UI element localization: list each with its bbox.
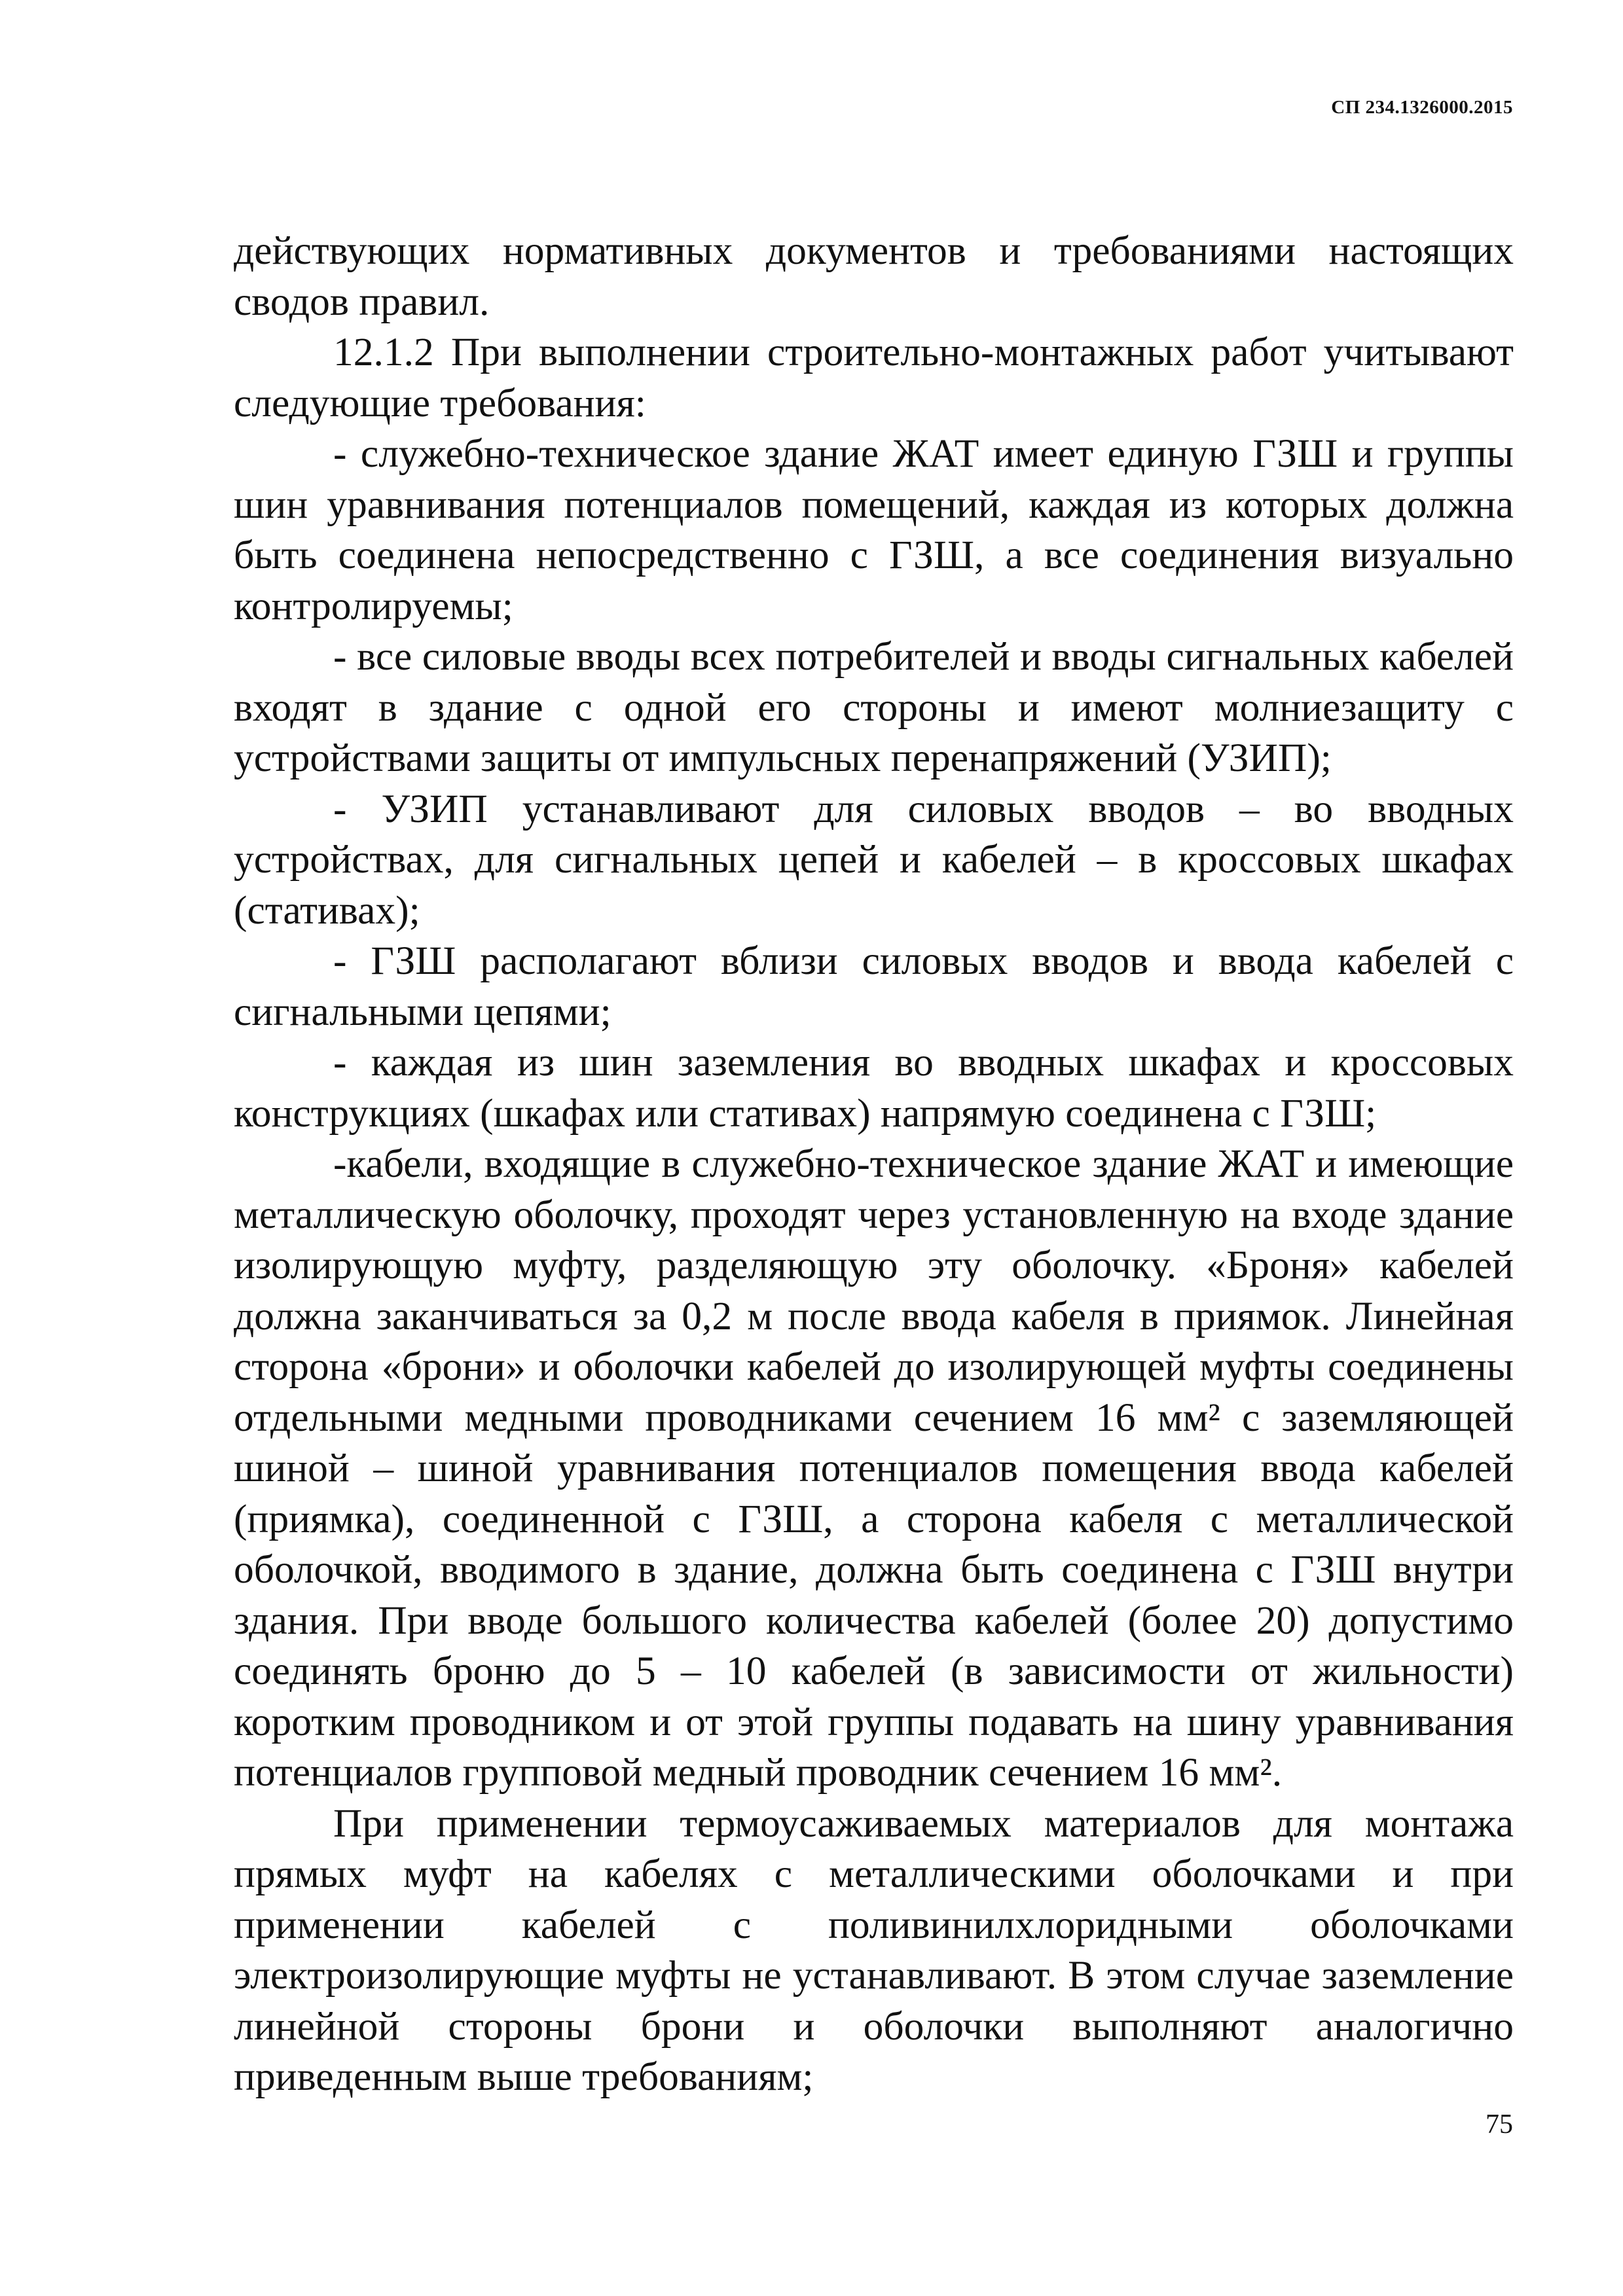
paragraph-item-power-inputs: - все силовые вводы всех потребителей и вводы сигнальных кабелей входят в здание с одной его стороны и имеют молниезащиту с устройствами защиты от импульсных перенапряжений (УЗИП); <box>234 634 1514 780</box>
paragraph-item-gzsh-building: - служебно-техническое здание ЖАТ имеет единую ГЗШ и группы шин уравнивания потенциалов помещений, каждая из которых должна быть соединена непосредственно с ГЗШ, а все соединения визуально контролируемы; <box>234 431 1514 628</box>
document-code-header: СП 234.1326000.2015 <box>1331 97 1513 118</box>
paragraph-continuation: действующих нормативных документов и требованиями настоящих сводов правил. <box>234 228 1514 324</box>
paragraph-item-cables-sheath: -кабели, входящие в служебно-техническое здание ЖАТ и имеющие металлическую оболочку, проходят через установленную на входе здание изолирующую муфту, разделяющую эту оболочку. «Броня» кабелей должна заканчиваться за 0,2 м после ввода кабеля в приямок. Линейная сторона «брони» и оболочки кабелей до изолирующей муфты соединены отдельными медными проводниками сечением 16 мм² с заземляющей шиной – шиной уравнивания потенциалов помещения ввода кабелей (приямка), соединенной с ГЗШ, а сторона кабеля с металлической оболочкой, вводимого в здание, должна быть соединена с ГЗШ внутри здания. При вводе большого количества кабелей (более 20) допустимо соединять броню до 5 – 10 кабелей (в зависимости от жильности) коротким проводником и от этой группы подавать на шину уравнивания потенциалов групповой медный проводник сечением 16 мм². <box>234 1141 1514 1795</box>
paragraph-item-grounding-bars: - каждая из шин заземления во вводных шкафах и кроссовых конструкциях (шкафах или стативах) напрямую соединена с ГЗШ; <box>234 1040 1514 1136</box>
paragraph-item-gzsh-location: - ГЗШ располагают вблизи силовых вводов и ввода кабелей с сигнальными цепями; <box>234 939 1514 1034</box>
paragraph-item-uzip: - УЗИП устанавливают для силовых вводов – во вводных устройствах, для сигнальных цепей и кабелей – в кроссовых шкафах (стативах); <box>234 786 1514 933</box>
page-number: 75 <box>1486 2109 1513 2140</box>
paragraph-heat-shrink: При применении термоусаживаемых материалов для монтажа прямых муфт на кабелях с металлическими оболочками и при применении кабелей с поливинилхлоридными оболочками электроизолирующие муфты не устанавливают. В этом случае заземление линейной стороны брони и оболочки выполняют аналогично приведенным выше требованиям; <box>234 1801 1514 2099</box>
document-body <box>234 226 1514 2103</box>
paragraph-clause-12-1-2: 12.1.2 При выполнении строительно-монтажных работ учитывают следующие требования: <box>234 330 1514 425</box>
